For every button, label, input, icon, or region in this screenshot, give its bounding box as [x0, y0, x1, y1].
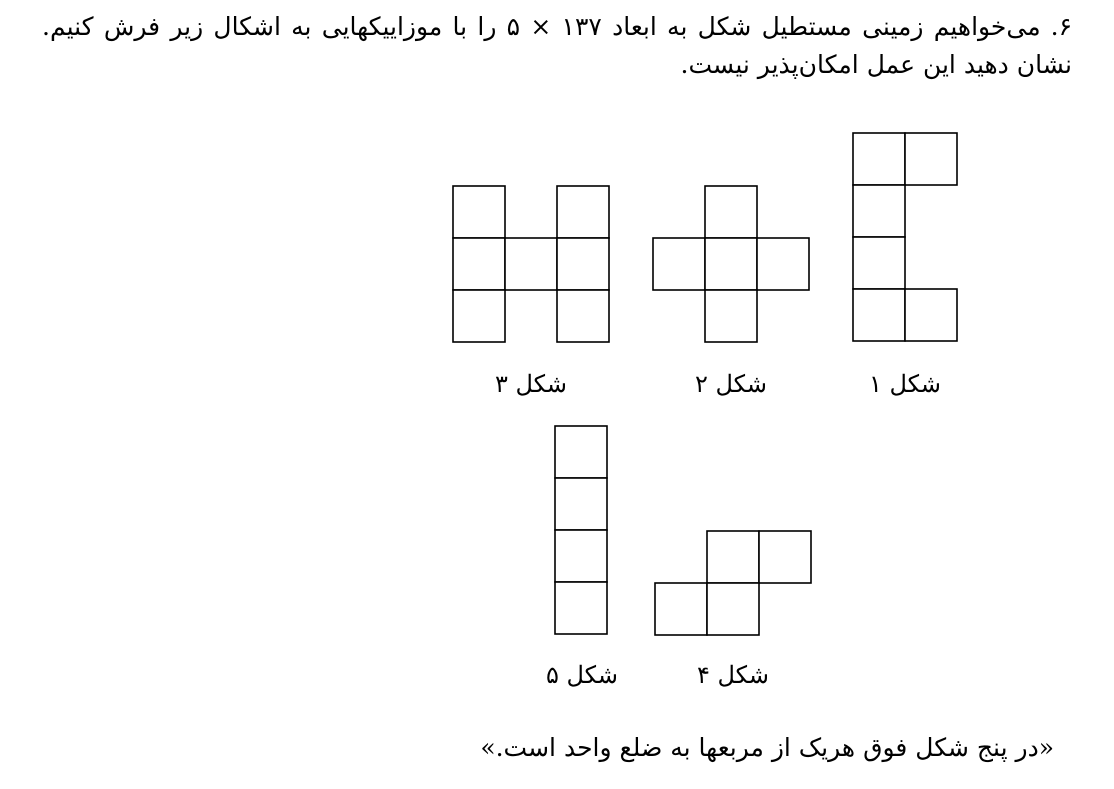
- shape-1-figure: [853, 133, 957, 341]
- shape-3-unit-square: [453, 238, 505, 290]
- shape-5-unit-square: [555, 478, 607, 530]
- shape-1-unit-square: [853, 133, 905, 185]
- shape-2-unit-square: [705, 238, 757, 290]
- shape-4-unit-square: [707, 531, 759, 583]
- caption-shape-1: شکل ۱: [868, 370, 942, 398]
- shape-1-unit-square: [853, 289, 905, 341]
- shape-5-unit-square: [555, 530, 607, 582]
- shape-3-unit-square: [505, 238, 557, 290]
- shape-2-unit-square: [705, 186, 757, 238]
- problem-text: می‌خواهیم زمینی مستطیل شکل به ابعاد ۱۳۷ × ۵ را با موزاییکهایی به اشکال زیر فرش کنیم. نشان دهید این عمل امکان‌پذیر نیست.: [42, 12, 1072, 79]
- shape-1-unit-square: [905, 289, 957, 341]
- caption-shape-5: شکل ۵: [545, 661, 619, 689]
- shape-1-unit-square: [853, 237, 905, 289]
- shape-3-unit-square: [453, 290, 505, 342]
- shape-2-unit-square: [757, 238, 809, 290]
- shape-5-unit-square: [555, 426, 607, 478]
- shape-3-unit-square: [557, 290, 609, 342]
- problem-number: ۶.: [1050, 12, 1073, 41]
- caption-shape-2: شکل ۲: [694, 370, 768, 398]
- shape-2-unit-square: [705, 290, 757, 342]
- shape-3-unit-square: [557, 238, 609, 290]
- caption-shape-3: شکل ۳: [494, 370, 568, 398]
- shape-2-unit-square: [653, 238, 705, 290]
- shape-2-figure: [653, 186, 809, 342]
- shape-5-unit-square: [555, 582, 607, 634]
- caption-shape-4: شکل ۴: [696, 661, 770, 689]
- shape-3-unit-square: [453, 186, 505, 238]
- shape-1-unit-square: [905, 133, 957, 185]
- shape-5-figure: [555, 426, 607, 634]
- shape-4-figure: [655, 531, 811, 635]
- shape-3-unit-square: [557, 186, 609, 238]
- unit-square-note: «در پنج شکل فوق هریک از مربعها به ضلع واحد است.»: [480, 733, 1054, 762]
- shape-3-figure: [453, 186, 609, 342]
- shape-1-unit-square: [853, 185, 905, 237]
- shape-4-unit-square: [707, 583, 759, 635]
- shape-4-unit-square: [759, 531, 811, 583]
- shape-4-unit-square: [655, 583, 707, 635]
